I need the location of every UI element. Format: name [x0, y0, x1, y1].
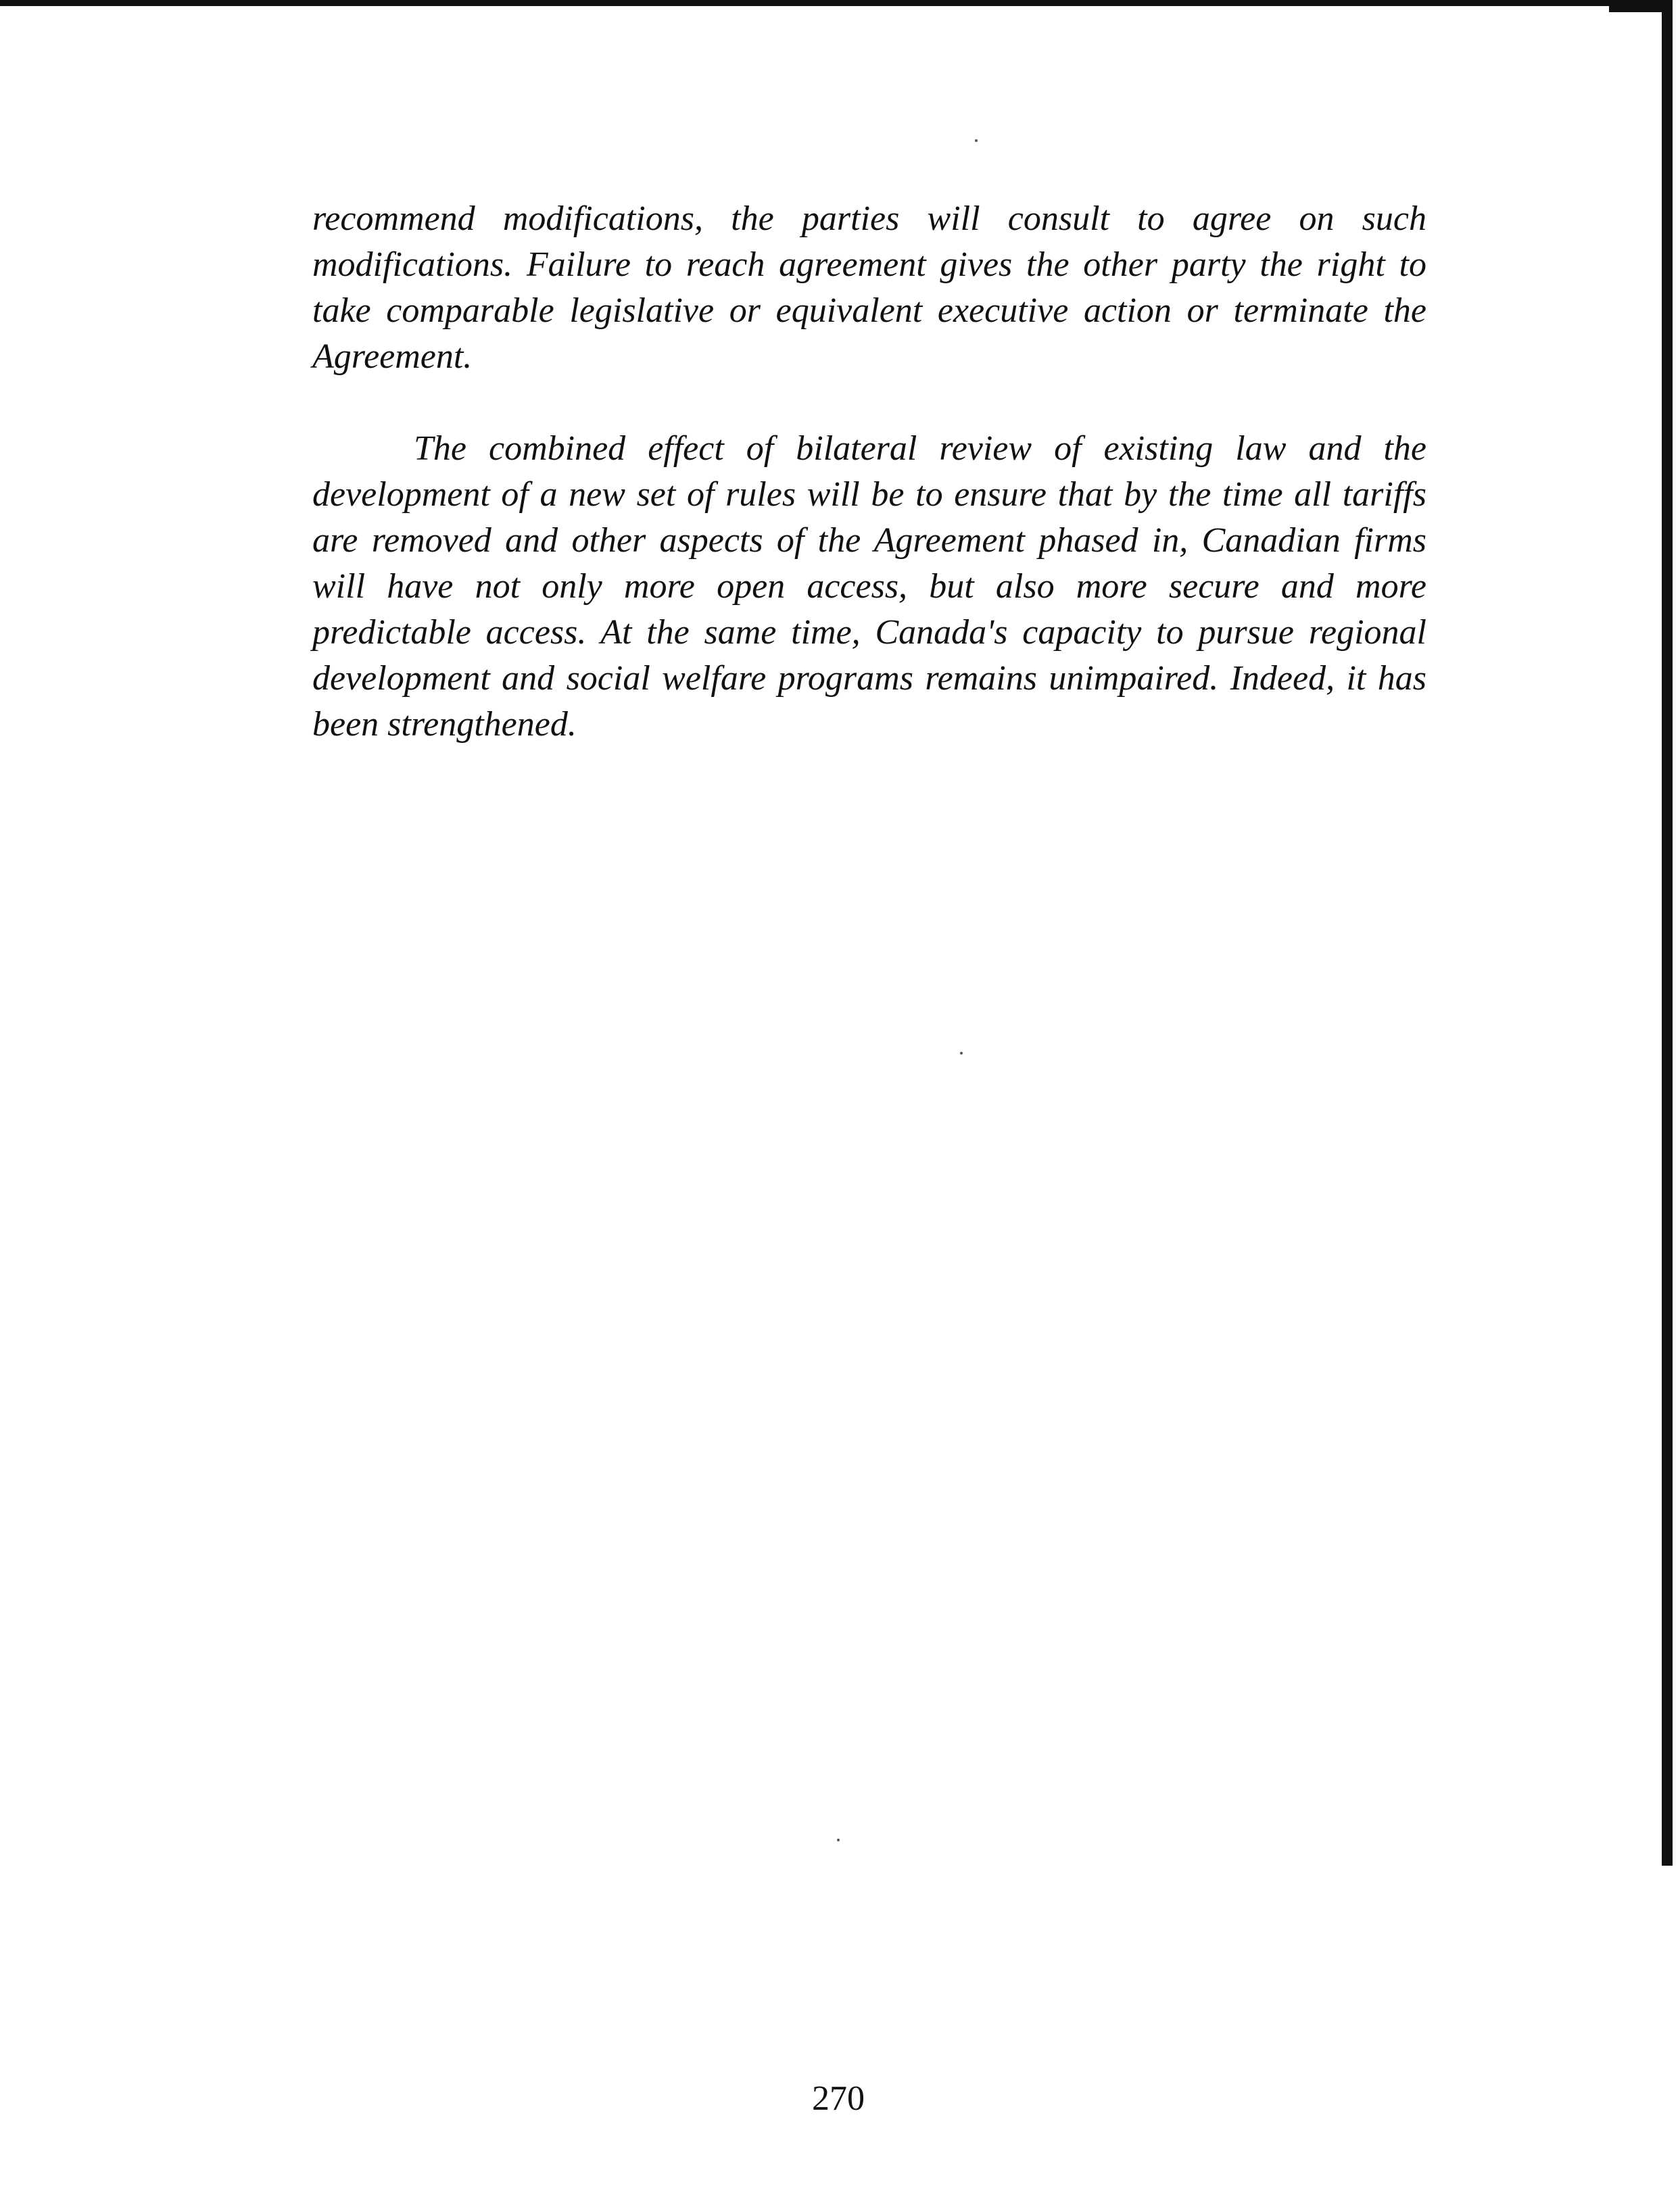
scan-speck	[975, 139, 978, 142]
scan-right-edge	[1662, 0, 1673, 1866]
scan-speck	[960, 1052, 963, 1055]
scan-top-edge	[0, 0, 1623, 6]
page-number: 270	[812, 2079, 865, 2118]
scan-speck	[837, 1839, 840, 1841]
paragraph-continuation: recommend modifications, the parties will consult to agree on such modifications. Failure to reach agreement gives the other party the right to take comparable legislative or equivalent executive action or terminate the Agreement.	[312, 199, 1426, 376]
body-text	[312, 196, 1426, 748]
paragraph-combined-effect: The combined effect of bilateral review of existing law and the development of a new set of rules will be to ensure that by the time all tariffs are removed and other aspects of the Agreement phased in, Canadian firms will have not only more open access, but also more secure and more predictable access. At the same time, Canada's capacity to pursue regional development and social welfare programs remains unimpaired. Indeed, it has been strengthened.	[312, 429, 1426, 744]
